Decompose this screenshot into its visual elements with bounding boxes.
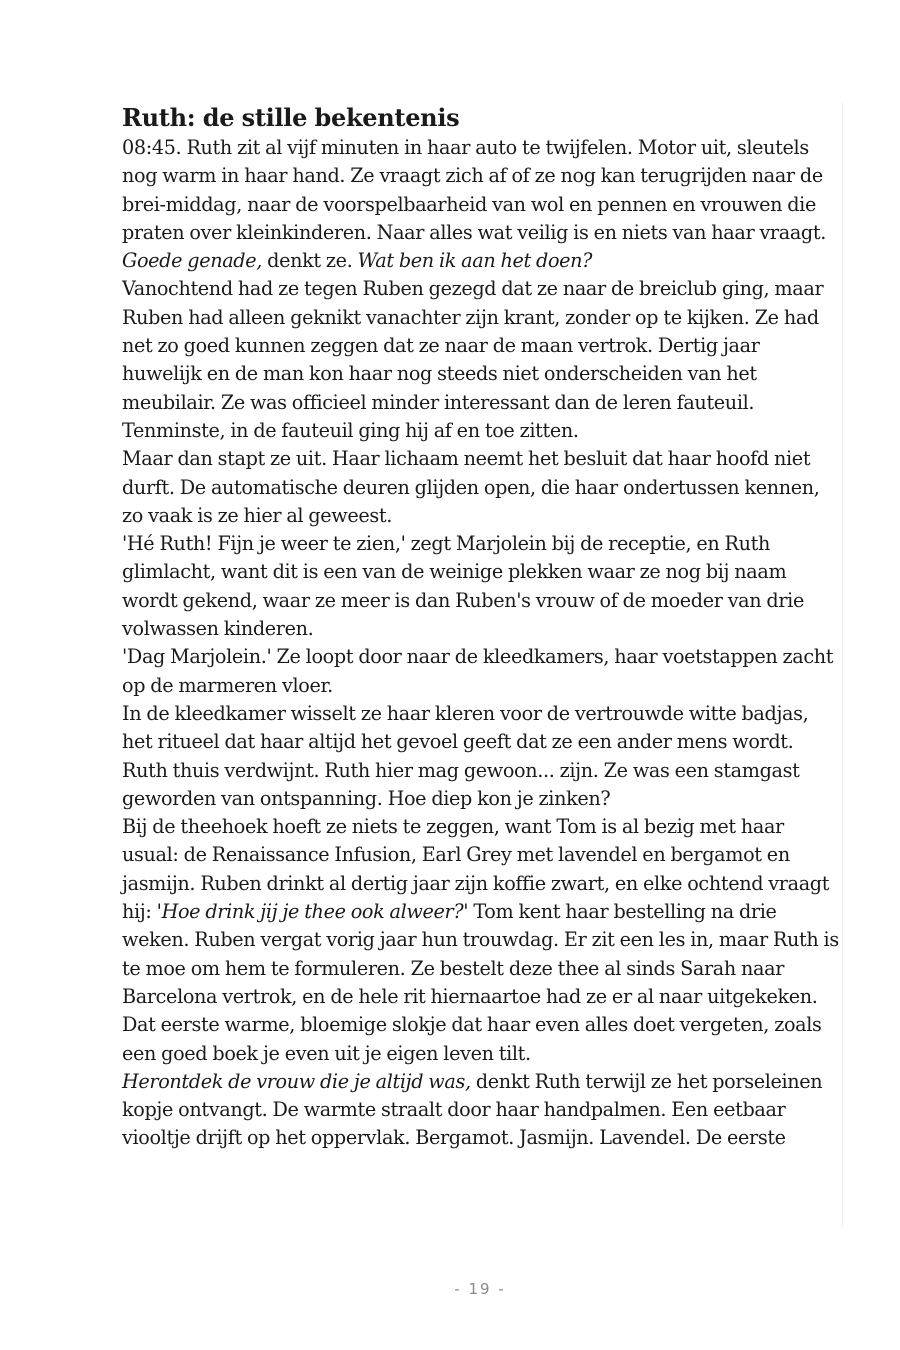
paragraph-3: Vanochtend had ze tegen Ruben gezegd dat ze naar de breiclub ging, maar Ruben had alleen geknikt vanachter zijn krant, zonder op te kijken. Ze had net zo goed kunnen zeggen dat ze naar de maan vertrok. Dertig jaar huwelijk en de man kon haar nog steeds niet onderscheiden van het meubilair. Ze was officieel minder interessant dan de leren fauteuil. Tenminste, in de fauteuil ging hij af en toe zitten. bbox=[122, 277, 824, 442]
page-number: - 19 - bbox=[454, 1280, 506, 1298]
paragraph-5: 'Hé Ruth! Fijn je weer te zien,' zegt Marjolein bij de receptie, en Ruth glimlacht, want dit is een van de weinige plekken waar ze nog bij naam wordt gekend, waar ze meer is dan Ruben's vrouw of de moeder van drie volwassen kinderen. bbox=[122, 532, 804, 641]
paragraph-9-italic: Herontdek de vrouw die je altijd was, bbox=[122, 1069, 471, 1093]
paragraph-8 bbox=[122, 813, 842, 1068]
paragraph-7: In de kleedkamer wisselt ze haar kleren voor de vertrouwde witte badjas, het ritueel dat haar altijd het gevoel geeft dat ze een ander mens wordt. Ruth thuis verdwijnt. Ruth hier mag gewoon... zijn. Ze was een stamgast geworden van ontspanning. Hoe diep kon je zinken? bbox=[122, 701, 809, 810]
paragraph-8-part-b: Tom kent haar bestelling na drie weken. Ruben vergat vorig jaar hun trouwdag. Er zit een les in, maar Ruth is te moe om hem te formuleren. Ze bestelt deze thee al sinds Sarah naar Barcelona vertrok, en de hele rit hiernaartoe had ze er al naar uitgekeken. Dat eerste warme, bloemige slokje dat haar even alles doet vergeten, zoals een goed boek je even uit je eigen leven tilt. bbox=[122, 900, 839, 1065]
paragraph-4: Maar dan stapt ze uit. Haar lichaam neemt het besluit dat haar hoofd niet durft. De automatische deuren glijden open, die haar ondertussen kennen, zo vaak is ze hier al geweest. bbox=[122, 447, 820, 527]
paragraph-6: 'Dag Marjolein.' Ze loopt door naar de kleedkamers, haar voetstappen zacht op de marmeren vloer. bbox=[122, 645, 834, 697]
chapter-title: Ruth: de stille bekentenis bbox=[122, 103, 460, 132]
paragraph-2 bbox=[122, 247, 842, 275]
paragraph-2-plain: denkt ze. bbox=[262, 249, 358, 273]
paragraph-1: 08:45. Ruth zit al vijf minuten in haar auto te twijfelen. Motor uit, sleutels nog warm in haar hand. Ze vraagt zich af of ze nog kan terugrijden naar de brei-middag, naar de voorspelbaarheid van wol en pennen en vrouwen die praten over kleinkinderen. Naar alles wat veilig is en niets van haar vraagt. bbox=[122, 136, 826, 244]
paragraph-9 bbox=[122, 1068, 842, 1153]
paragraph-8-italic: 'Hoe drink jij je thee ook alweer?' bbox=[156, 900, 469, 924]
paragraph-2-italic-b: Wat ben ik aan het doen? bbox=[357, 249, 593, 273]
paragraph-2-italic-a: Goede genade, bbox=[122, 249, 262, 273]
paragraph-9-plain: denkt Ruth terwijl ze het porseleinen kopje ontvangt. De warmte straalt door haar handpalmen. Een eetbaar viooltje drijft op het oppervlak. Bergamot. Jasmijn. Lavendel. De eerste bbox=[122, 1069, 823, 1150]
text-block bbox=[122, 102, 843, 1228]
paragraph-8-part-a: Bij de theehoek hoeft ze niets te zeggen, want Tom is al bezig met haar usual: de Renaissance Infusion, Earl Grey met lavendel en bergamot en jasmijn. Ruben drinkt al dertig jaar zijn koffie zwart, en elke ochtend vraagt hij: bbox=[122, 815, 830, 924]
